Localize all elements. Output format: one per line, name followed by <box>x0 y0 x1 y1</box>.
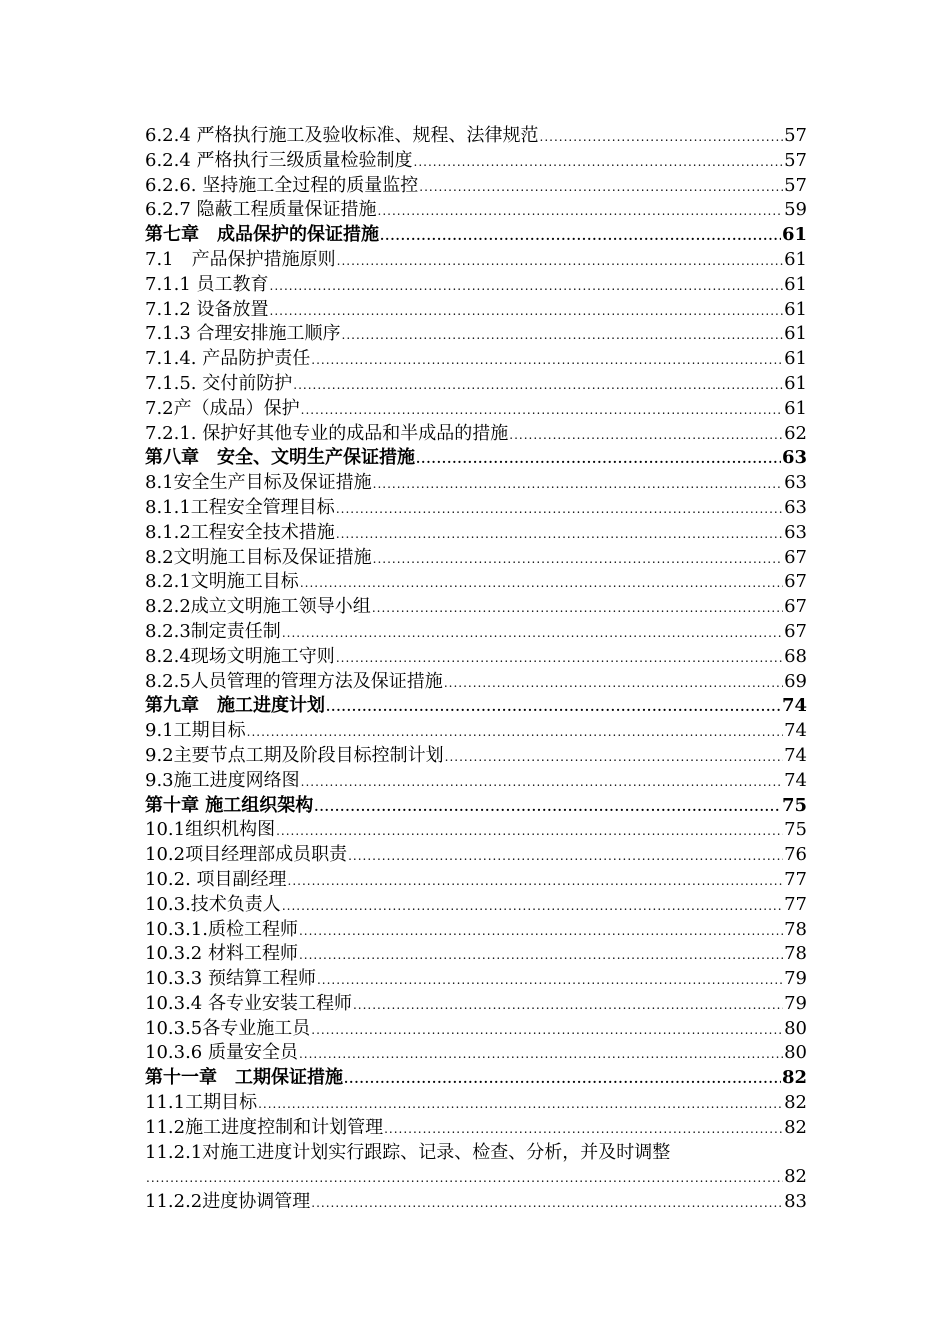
toc-entry[interactable] <box>145 422 807 447</box>
dot-leader <box>414 150 784 174</box>
toc-entry-page: 63 <box>781 447 807 469</box>
toc-entry[interactable] <box>145 818 807 843</box>
dot-leader <box>270 299 784 323</box>
toc-entry-page: 67 <box>784 620 807 642</box>
toc-entry-page: 61 <box>784 348 807 370</box>
toc-entry-title: 10.3.6 质量安全员 <box>145 1042 298 1064</box>
toc-entry-title: 第十章 施工组织架构 <box>145 794 314 816</box>
dot-leader <box>293 373 783 397</box>
toc-entry-page: 82 <box>784 1116 807 1138</box>
dot-leader <box>282 894 783 918</box>
dot-leader <box>146 1166 783 1190</box>
toc-entry-title: 7.1.2 设备放置 <box>145 298 269 320</box>
toc-entry-page: 61 <box>784 298 807 320</box>
dot-leader <box>326 695 781 719</box>
toc-entry-page: 76 <box>784 844 807 866</box>
toc-entry-page: 62 <box>784 422 807 444</box>
toc-entry-title: 9.1工期目标 <box>145 720 246 742</box>
toc-entry[interactable] <box>145 769 807 794</box>
toc-entry-title: 8.2.2成立文明施工领导小组 <box>145 596 371 618</box>
dot-leader <box>445 745 783 769</box>
toc-entry-title: 10.2. 项目副经理 <box>145 868 287 890</box>
dot-leader <box>353 993 783 1017</box>
toc-entry-page: 75 <box>784 819 807 841</box>
dot-leader <box>373 547 783 571</box>
toc-entry-page: 79 <box>784 968 807 990</box>
toc-entry-page: 67 <box>784 571 807 593</box>
dot-leader <box>380 224 781 248</box>
toc-entry[interactable] <box>145 570 807 595</box>
toc-entry[interactable] <box>145 322 807 347</box>
dot-leader <box>372 596 783 620</box>
dot-leader <box>348 844 783 868</box>
toc-entry-page: 61 <box>781 224 807 246</box>
dot-leader <box>311 348 783 372</box>
toc-entry[interactable] <box>145 372 807 397</box>
dot-leader <box>301 398 783 422</box>
toc-entry-title: 8.2文明施工目标及保证措施 <box>145 546 372 568</box>
toc-entry-title: 8.1安全生产目标及保证措施 <box>145 472 372 494</box>
toc-entry-title: 第七章 成品保护的保证措施 <box>145 224 379 246</box>
toc-entry-page: 79 <box>784 992 807 1014</box>
toc-entry-page: 82 <box>784 1166 807 1188</box>
toc-entry[interactable] <box>145 967 807 992</box>
toc-entry[interactable] <box>145 918 807 943</box>
toc-entry-title: 8.1.2工程安全技术措施 <box>145 521 335 543</box>
toc-entry-title: 7.1.5. 交付前防护 <box>145 372 293 394</box>
toc-entry[interactable] <box>145 1091 807 1116</box>
toc-entry-page: 61 <box>784 323 807 345</box>
toc-entry-page: 74 <box>784 720 807 742</box>
dot-leader <box>314 795 781 819</box>
dot-leader <box>419 175 783 199</box>
toc-entry[interactable] <box>145 868 807 893</box>
dot-leader <box>301 770 783 794</box>
toc-entry[interactable] <box>145 843 807 868</box>
dot-leader <box>342 323 784 347</box>
toc-entry[interactable] <box>145 595 807 620</box>
dot-leader <box>344 1067 781 1091</box>
toc-chapter-entry[interactable] <box>145 1066 807 1091</box>
toc-entry-title: 6.2.7 隐蔽工程质量保证措施 <box>145 199 377 221</box>
toc-entry[interactable] <box>145 719 807 744</box>
dot-leader <box>540 125 784 149</box>
toc-chapter-entry[interactable] <box>145 794 807 819</box>
dot-leader <box>337 249 783 273</box>
toc-entry-title: 第八章 安全、文明生产保证措施 <box>145 447 415 469</box>
toc-entry-title: 10.1组织机构图 <box>145 819 276 841</box>
toc-entry-title: 第十一章 工期保证措施 <box>145 1067 343 1089</box>
toc-entry[interactable] <box>145 1017 807 1042</box>
toc-entry-title: 10.3.3 预结算工程师 <box>145 968 316 990</box>
dot-leader <box>299 1042 783 1066</box>
toc-entry-page: 68 <box>784 645 807 667</box>
toc-entry[interactable] <box>145 397 807 422</box>
toc-entry-title: 7.2产（成品）保护 <box>145 397 300 419</box>
toc-entry-page: 78 <box>784 918 807 940</box>
toc-entry[interactable] <box>145 471 807 496</box>
toc-entry-page: 74 <box>784 744 807 766</box>
toc-entry-page: 57 <box>784 149 807 171</box>
toc-entry-title: 10.3.4 各专业安装工程师 <box>145 992 352 1014</box>
toc-chapter-entry[interactable] <box>145 446 807 471</box>
toc-entry[interactable] <box>145 670 807 695</box>
dot-leader <box>276 819 783 843</box>
toc-entry-title: 10.3.1.质检工程师 <box>145 918 298 940</box>
toc-entry-page: 82 <box>784 1092 807 1114</box>
toc-entry-page: 83 <box>784 1191 807 1213</box>
toc-entry-title: 7.1.1 员工教育 <box>145 273 269 295</box>
toc-entry[interactable] <box>145 645 807 670</box>
toc-entry-page: 74 <box>784 769 807 791</box>
dot-leader <box>299 943 783 967</box>
toc-entry-page: 67 <box>784 546 807 568</box>
toc-entry[interactable] <box>145 744 807 769</box>
toc-entry-title: 8.2.4现场文明施工守则 <box>145 645 335 667</box>
toc-chapter-entry[interactable] <box>145 694 807 719</box>
dot-leader <box>416 447 781 471</box>
toc-entry[interactable] <box>145 347 807 372</box>
toc-entry[interactable] <box>145 198 807 223</box>
toc-entry-title: 9.2主要节点工期及阶段目标控制计划 <box>145 744 444 766</box>
toc-entry-page: 77 <box>784 868 807 890</box>
toc-entry-title: 6.2.6. 坚持施工全过程的质量监控 <box>145 174 419 196</box>
dot-leader <box>317 968 783 992</box>
toc-entry-title: 7.1 产品保护措施原则 <box>145 248 336 270</box>
toc-entry[interactable] <box>145 248 807 273</box>
toc-entry[interactable] <box>145 942 807 967</box>
dot-leader <box>373 472 783 496</box>
toc-entry-title: 6.2.4 严格执行施工及验收标准、规程、法律规范 <box>145 125 539 146</box>
toc-entry-page: 63 <box>784 521 807 543</box>
toc-entry-page: 61 <box>784 273 807 295</box>
dot-leader <box>288 869 784 893</box>
toc-entry-page: 57 <box>784 125 807 146</box>
toc-entry-title: 10.3.技术负责人 <box>145 893 281 915</box>
table-of-contents <box>145 124 807 1215</box>
dot-leader <box>336 497 783 521</box>
toc-entry-page: 67 <box>784 596 807 618</box>
dot-leader <box>258 1092 783 1116</box>
toc-entry[interactable] <box>145 992 807 1017</box>
toc-entry[interactable] <box>145 1041 807 1066</box>
toc-entry-title: 7.2.1. 保护好其他专业的成品和半成品的措施 <box>145 422 509 444</box>
toc-entry-title: 10.2项目经理部成员职责 <box>145 844 348 866</box>
dot-leader <box>336 522 783 546</box>
toc-entry-title: 8.2.3制定责任制 <box>145 620 281 642</box>
toc-entry-page: 61 <box>784 397 807 419</box>
toc-entry-page: 82 <box>781 1067 807 1089</box>
toc-entry-title: 8.1.1工程安全管理目标 <box>145 496 335 518</box>
toc-entry-page: 80 <box>784 1042 807 1064</box>
toc-entry-page: 80 <box>784 1017 807 1039</box>
toc-entry-page: 69 <box>784 670 807 692</box>
toc-entry[interactable] <box>145 174 807 199</box>
toc-entry-page: 63 <box>784 472 807 494</box>
dot-leader <box>282 621 783 645</box>
toc-entry[interactable] <box>145 620 807 645</box>
toc-entry-title: 9.3施工进度网络图 <box>145 769 300 791</box>
toc-entry[interactable] <box>145 298 807 323</box>
toc-entry-page: 59 <box>784 199 807 221</box>
toc-entry-page: 77 <box>784 893 807 915</box>
toc-entry-title: 7.1.3 合理安排施工顺序 <box>145 323 341 345</box>
toc-entry-title: 第九章 施工进度计划 <box>145 695 325 717</box>
toc-entry[interactable] <box>145 273 807 298</box>
toc-entry[interactable] <box>145 893 807 918</box>
toc-entry-title: 7.1.4. 产品防护责任 <box>145 348 311 370</box>
toc-chapter-entry[interactable] <box>145 223 807 248</box>
toc-entry-page: 78 <box>784 943 807 965</box>
dot-leader <box>311 1018 783 1042</box>
toc-entry-title: 8.2.5人员管理的管理方法及保证措施 <box>145 670 443 692</box>
toc-entry-title: 10.3.2 材料工程师 <box>145 943 298 965</box>
toc-entry[interactable] <box>145 124 807 149</box>
dot-leader <box>299 919 783 943</box>
toc-entry[interactable] <box>145 496 807 521</box>
dot-leader <box>311 1191 783 1215</box>
toc-entry-page: 63 <box>784 496 807 518</box>
toc-entry[interactable] <box>145 546 807 571</box>
dot-leader <box>300 571 783 595</box>
dot-leader <box>270 274 784 298</box>
toc-entry[interactable] <box>145 1116 807 1141</box>
toc-entry-title: 6.2.4 严格执行三级质量检验制度 <box>145 149 413 171</box>
toc-entry[interactable] <box>145 149 807 174</box>
toc-entry-continuation[interactable] <box>145 1165 807 1190</box>
toc-entry-page: 57 <box>784 174 807 196</box>
toc-entry-page: 61 <box>784 248 807 270</box>
toc-entry-page: 74 <box>781 695 807 717</box>
toc-entry-page: 61 <box>784 372 807 394</box>
toc-entry-title: 10.3.5各专业施工员 <box>145 1017 311 1039</box>
toc-entry-title: 11.2施工进度控制和计划管理 <box>145 1116 384 1138</box>
toc-entry-title: 11.2.2进度协调管理 <box>145 1191 311 1213</box>
toc-entry-title: 11.1工期目标 <box>145 1092 258 1114</box>
dot-leader <box>247 720 783 744</box>
toc-entry-page: 75 <box>781 794 807 816</box>
dot-leader <box>336 646 783 670</box>
dot-leader <box>378 199 784 223</box>
toc-entry[interactable] <box>145 1190 807 1215</box>
toc-entry[interactable] <box>145 521 807 546</box>
toc-entry[interactable] <box>145 1141 807 1166</box>
dot-leader <box>444 671 783 695</box>
toc-entry-title: 11.2.1对施工进度计划实行跟踪、记录、检查、分析，并及时调整 <box>145 1141 671 1163</box>
toc-entry-title: 8.2.1文明施工目标 <box>145 571 299 593</box>
dot-leader <box>384 1117 783 1141</box>
dot-leader <box>509 423 783 447</box>
